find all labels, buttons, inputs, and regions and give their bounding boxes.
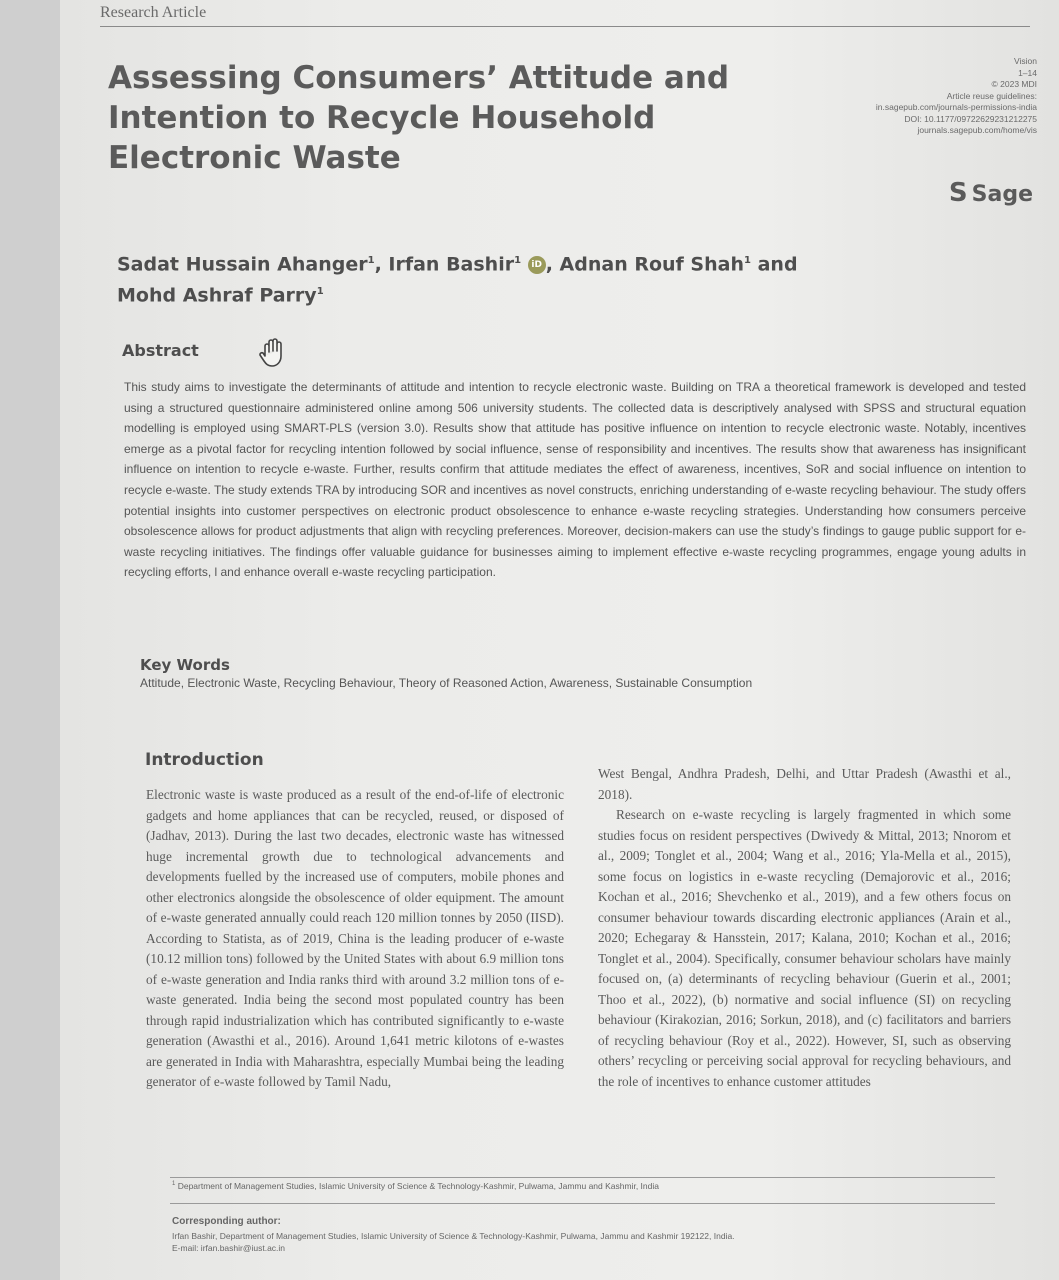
reuse-link[interactable]: in.sagepub.com/journals-permissions-india <box>875 102 1037 112</box>
intro-paragraph: Electronic waste is waste produced as a result of the end-of-life of electronic gadgets and home appliances that can be recycled, reused, or disposed of (Jadhav, 2013). During the last two decades, electronic waste has witnessed huge incremental growth due to technological advancements and developments fuelled by the increased use of computers, mobile phones and other electronics alongside the obsolescence of older equipment. The amount of e-waste generated annually could reach 120 million tonnes by 2050 (IISD). According to Statista, as of 2019, China is the leading producer of e-waste (10.12 million tons) followed by the United States with about 6.9 million tons of e-waste generation and India ranks third with around 3.2 million tons of e-waste generated. India being the second most populated country has been through rapid industrialization which has contributed significantly to e-waste generation (Awasthi et al., 2016). Around 1,641 metric kilotons of e-wastes are generated in India with Maharashtra, especially Mumbai being the leading generator of e-waste followed by Tamil Nadu, <box>146 787 564 1089</box>
reuse-label: Article reuse guidelines: <box>946 90 1037 101</box>
orcid-icon[interactable]: iD <box>528 256 546 274</box>
affiliation-mark: 1 <box>316 286 324 298</box>
abstract-heading: Abstract <box>122 341 199 360</box>
journal-meta <box>777 56 1037 137</box>
corresponding-heading: Corresponding author: <box>172 1216 281 1227</box>
author-conjunction: and <box>757 253 798 276</box>
title-line: Assessing Consumers’ Attitude and <box>108 60 730 96</box>
journal-name: Vision <box>1014 56 1037 66</box>
affiliation-mark: 1 <box>744 255 751 266</box>
article-title <box>108 58 748 178</box>
intro-column-right <box>598 764 1011 1092</box>
publisher-logo <box>949 178 1033 208</box>
doi[interactable]: DOI: 10.1177/09722629231212275 <box>904 113 1037 124</box>
sage-s-icon: S <box>948 178 968 208</box>
header-bar <box>100 4 1030 27</box>
author-name: Mohd Ashraf Parry <box>117 284 317 307</box>
affiliation-mark: 1 <box>367 255 375 266</box>
footnote-divider <box>170 1177 995 1178</box>
corresponding-email[interactable]: E-mail: irfan.bashir@iust.ac.in <box>172 1243 286 1253</box>
copyright: © 2023 MDI <box>991 79 1037 89</box>
affiliation-mark: 1 <box>514 255 522 266</box>
page-range: 1–14 <box>1018 67 1037 78</box>
title-line: Intention to Recycle Household <box>108 100 656 136</box>
affiliation-footnote <box>172 1181 659 1191</box>
footnote-mark: 1 <box>172 1181 176 1188</box>
hand-cursor-icon <box>256 334 292 370</box>
corresponding-address: Irfan Bashir, Department of Management Studies, Islamic University of Science & Technology-Kashmir, Pulwama, Jammu and Kashmir 192122, India. <box>172 1231 735 1241</box>
keywords-heading: Key Words <box>140 656 230 674</box>
corresponding-details <box>172 1230 1012 1254</box>
author-name: Irfan Bashir <box>388 253 515 276</box>
publisher-name: Sage <box>971 182 1033 207</box>
intro-paragraph: Research on e-waste recycling is largely fragmented in which some studies focus on resident perspectives (Dwivedy & Mittal, 2013; Nnorom et al., 2009; Tonglet et al., 2004; Wang et al., 2016; Yla-Mella et al., 2015), some focus on logistics in e-waste recycling (Demajorovic et al., 2016; Kochan et al., 2016; Shevchenko et al., 2019), and a few others focus on consumer behaviour towards discarding electronic appliances (Arain et al., 2020; Echegaray & Hansstein, 2017; Kalana, 2010; Kochan et al., 2016; Tonglet et al., 2004). Specifically, consumer behaviour scholars have mainly focused on, (a) determinants of recycling behaviour (Guerin et al., 2001; Thoo et al., 2022), (b) normative and social influence (SI) on recycling behaviour (Kirakozian, 2016; Sorkun, 2018), and (c) facilitators and barriers of recycling behaviour (Roy et al., 2022). However, SI, such as observing others’ recycling or perceiving social approval for recycling behaviours, and the role of incentives to enhance customer attitudes <box>598 807 1011 1089</box>
title-line: Electronic Waste <box>108 140 401 176</box>
abstract-text: This study aims to investigate the determinants of attitude and intention to recycle electronic waste. Building on TRA a theoretical framework is developed and tested using a structured questionnaire administered online among 506 university students. The collected data is descriptively analysed with SPSS and structural equation modelling is employed using SMART-PLS (version 3.0). Results show that attitude has positive influence on intention to recycle electronic waste. Notably, incentives emerge as a pivotal factor for recycling intention followed by social influence, sense of responsibility and incentives. The results show that awareness has insignificant influence on intention to recycle e-waste. Further, results confirm that attitude mediates the effect of awareness, incentives, SoR and social influence on intention to recycle e-waste. The study extends TRA by introducing SOR and incentives as novel constructs, enriching understanding of e-waste recycling behaviour. The study offers potential insights into customer perspectives on electronic product obsolescence to enhance e-waste recycling strategies. Understanding how consumers perceive obsolescence allows for product adjustments that align with recycling preferences. Moreover, decision-makers can use the study’s findings to gauge public support for e-waste recycling initiatives. The findings offer valuable guidance for businesses aiming to implement effective e-waste recycling programmes, engage young adults in recycling efforts, l and enhance overall e-waste recycling participation. <box>124 380 1026 580</box>
author-name: Adnan Rouf Shah <box>559 253 744 276</box>
author-name: Sadat Hussain Ahanger <box>117 253 368 276</box>
paper-page <box>60 0 1059 1280</box>
article-type-label: Research Article <box>100 4 207 21</box>
intro-column-left <box>146 785 564 1093</box>
author-list: Sadat Hussain Ahanger$^1$, Irfan Bashir$^1$ iD , Adnan Rouf Shah$^1$ and Mohd Ashraf Parry$^1$ <box>117 253 798 307</box>
corresponding-divider <box>170 1203 995 1204</box>
introduction-heading: Introduction <box>145 750 264 770</box>
footnote-text: Department of Management Studies, Islamic University of Science & Technology-Kashmir, Pulwama, Jammu and Kashmir, India <box>177 1181 659 1191</box>
journal-home-link[interactable]: journals.sagepub.com/home/vis <box>917 125 1037 135</box>
keywords-text: Attitude, Electronic Waste, Recycling Behaviour, Theory of Reasoned Action, Awareness, Sustainable Consumption <box>140 676 753 690</box>
intro-paragraph: West Bengal, Andhra Pradesh, Delhi, and Uttar Pradesh (Awasthi et al., 2018). <box>598 766 1011 802</box>
